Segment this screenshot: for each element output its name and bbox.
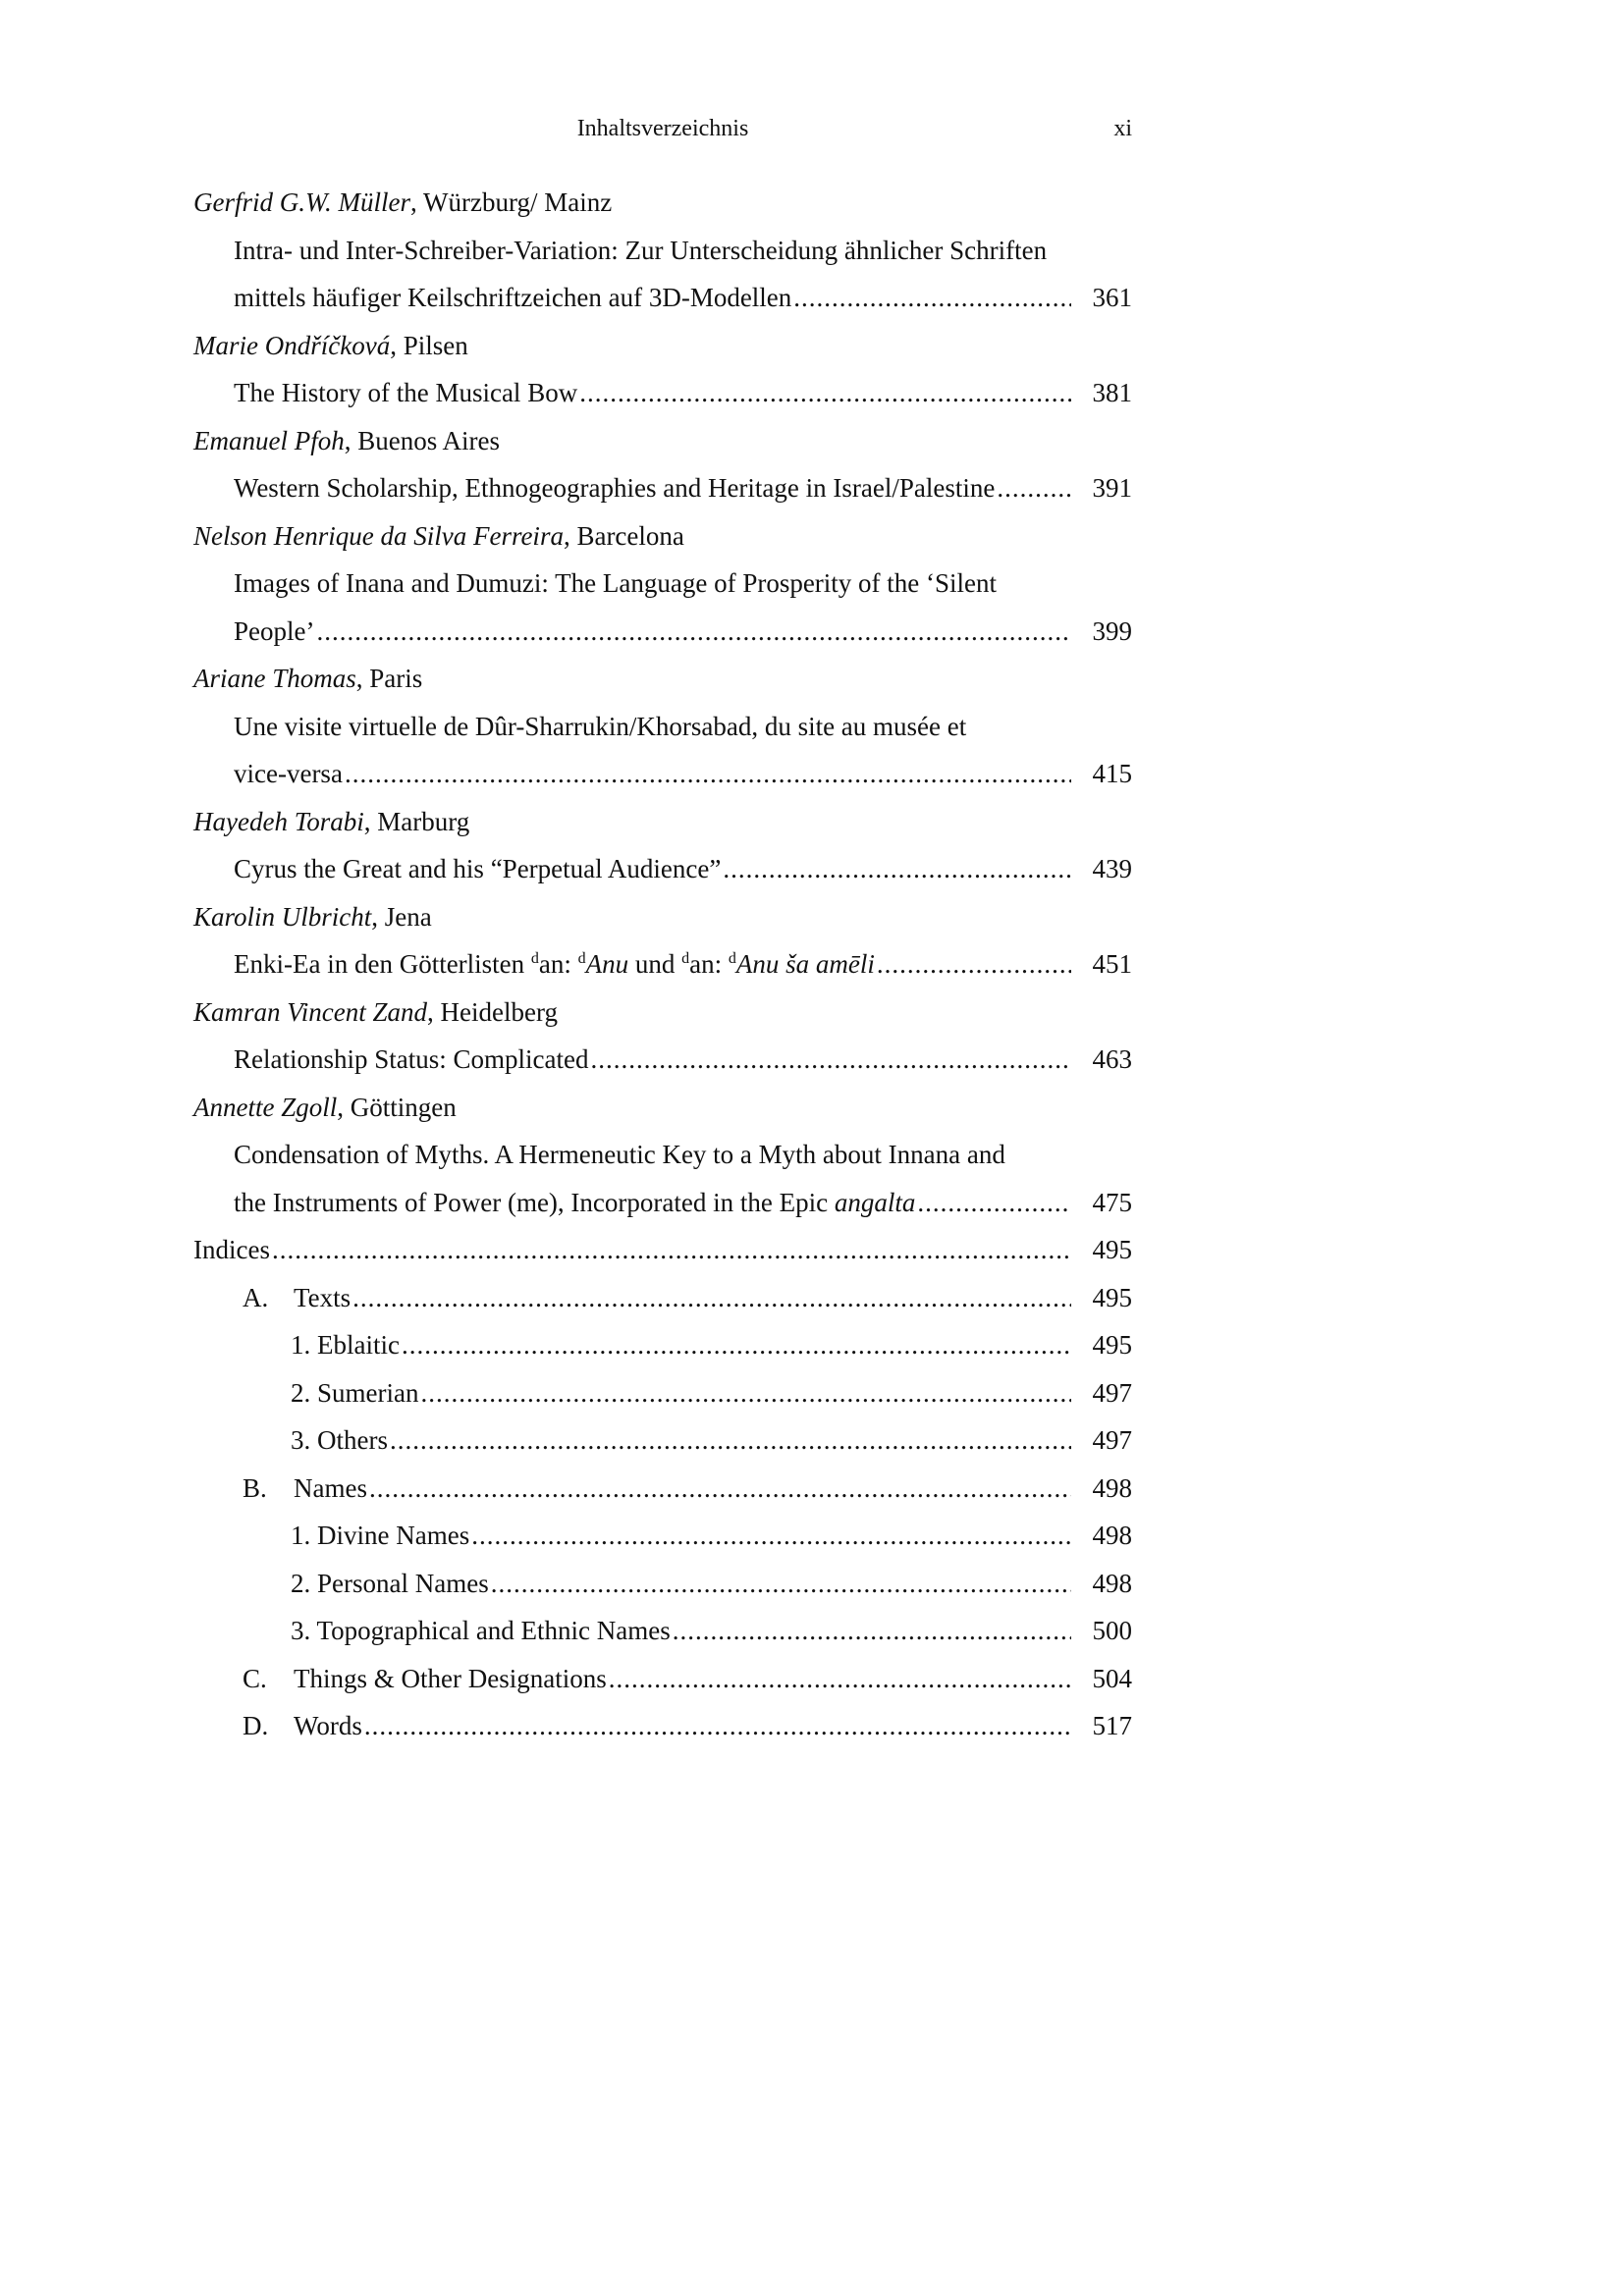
entry-page-number: 399 <box>1092 615 1132 646</box>
dot-leader <box>316 608 1071 656</box>
item-label: Personal Names <box>317 1568 489 1598</box>
dot-leader <box>369 1465 1071 1513</box>
toc-title-line <box>193 1131 1132 1179</box>
entry-page-number: 439 <box>1092 854 1132 883</box>
author-place: , Jena <box>371 901 432 932</box>
entry-title-text: The History of the Musical Bow <box>234 378 578 407</box>
title-part: an: <box>689 949 729 979</box>
entry-title-text: mittels häufiger Keilschriftzeichen auf 3D-Modellen <box>234 283 792 312</box>
toc-title-line <box>193 227 1132 275</box>
entry-title-text <box>243 1702 362 1750</box>
item-number: 2. <box>291 1568 311 1598</box>
running-title: Inhaltsverzeichnis <box>576 116 749 141</box>
entry-title-text: Images of Inana and Dumuzi: The Language of Prosperity of the ‘Silent <box>234 568 998 598</box>
toc-author-line <box>193 512 1132 561</box>
entry-title-text <box>243 1274 351 1322</box>
toc-entry[interactable] <box>193 1179 1132 1227</box>
section-label: Names <box>294 1472 367 1503</box>
determinative: d <box>530 950 539 967</box>
section-label: Words <box>294 1711 362 1740</box>
entry-title-text: Une visite virtuelle de Dûr-Sharrukin/Khorsabad, du site au musée et <box>234 711 967 741</box>
toc-entry-index-item[interactable] <box>193 1607 1132 1655</box>
toc-entry-index-item[interactable] <box>193 1560 1132 1608</box>
entry-page-number: 495 <box>1092 1235 1132 1264</box>
entry-page-number: 497 <box>1092 1425 1132 1455</box>
dot-leader <box>917 1179 1071 1227</box>
entry-title-text: People’ <box>234 615 315 646</box>
entry-page-number: 463 <box>1092 1044 1132 1074</box>
entry-title-text <box>291 1512 469 1560</box>
title-part: Enki-Ea in den Götterlisten <box>234 949 531 979</box>
dot-leader <box>420 1369 1071 1417</box>
toc-entry[interactable] <box>193 940 1132 988</box>
toc-entry-index-section[interactable] <box>193 1274 1132 1322</box>
entry-title-text: Relationship Status: Complicated <box>234 1044 589 1074</box>
item-label: Others <box>317 1425 388 1455</box>
item-number: 3. <box>291 1616 311 1645</box>
entry-page-number: 415 <box>1092 759 1132 788</box>
determinative: d <box>681 950 690 967</box>
section-letter: B. <box>243 1472 267 1503</box>
toc-entry-index-item[interactable] <box>193 1416 1132 1465</box>
toc-author-line <box>193 988 1132 1037</box>
dot-leader <box>272 1226 1071 1274</box>
dot-leader <box>579 369 1071 417</box>
toc-entry[interactable] <box>193 274 1132 322</box>
toc-author-line <box>193 417 1132 465</box>
toc-author-line <box>193 322 1132 370</box>
dot-leader <box>997 464 1071 512</box>
dot-leader <box>352 1274 1071 1322</box>
entry-page-number: 498 <box>1092 1521 1132 1550</box>
author-place: , Pilsen <box>390 330 468 360</box>
entry-title-text <box>243 1465 367 1513</box>
entry-title-text: vice-versa <box>234 759 343 788</box>
entry-page-number: 451 <box>1092 949 1132 979</box>
toc-entry-index-section[interactable] <box>193 1702 1132 1750</box>
entry-page-number: 495 <box>1092 1330 1132 1360</box>
entry-page-number: 475 <box>1092 1187 1132 1217</box>
section-letter: A. <box>243 1282 269 1312</box>
dot-leader <box>390 1416 1071 1465</box>
entry-title-text: Condensation of Myths. A Hermeneutic Key to a Myth about Innana and <box>234 1140 1005 1169</box>
author-name: Gerfrid G.W. Müller <box>193 187 410 217</box>
toc-entry-index-item[interactable] <box>193 1369 1132 1417</box>
toc-title-line <box>193 560 1132 608</box>
dot-leader <box>345 750 1071 798</box>
toc-author-line <box>193 798 1132 846</box>
author-name: Marie Ondříčková <box>193 330 391 360</box>
item-label: Topographical and Ethnic Names <box>316 1616 671 1645</box>
entry-title-text <box>291 1416 388 1465</box>
toc-title-line <box>193 703 1132 751</box>
item-label: Eblaitic <box>317 1330 400 1360</box>
author-place: , Barcelona <box>563 520 684 551</box>
determinative: d <box>728 950 736 967</box>
author-place: , Buenos Aires <box>344 425 500 455</box>
dot-leader <box>402 1321 1071 1369</box>
entry-title-text <box>234 940 875 988</box>
author-name: Annette Zgoll <box>193 1092 338 1122</box>
entry-title-text <box>291 1560 489 1608</box>
determinative: d <box>577 950 586 967</box>
entry-page-number: 391 <box>1092 473 1132 503</box>
author-place: , Marburg <box>363 806 470 836</box>
item-number: 1. <box>291 1521 311 1550</box>
author-name: Hayedeh Torabi <box>193 806 364 836</box>
entry-page-number: 504 <box>1092 1663 1132 1693</box>
author-name: Ariane Thomas <box>193 664 356 693</box>
entry-title-text <box>291 1321 400 1369</box>
entry-page-number: 498 <box>1092 1472 1132 1503</box>
author-name: Nelson Henrique da Silva Ferreira <box>193 520 564 551</box>
item-label: Divine Names <box>317 1521 470 1550</box>
toc-entry-index-section[interactable] <box>193 1465 1132 1513</box>
section-letter: D. <box>243 1711 269 1740</box>
entry-page-number: 495 <box>1092 1282 1132 1312</box>
author-place: , Paris <box>355 664 423 693</box>
page-number: xi <box>1113 116 1132 141</box>
entry-title-text <box>234 1179 915 1227</box>
title-italic: Anu ša amēli <box>735 949 875 979</box>
author-name: Karolin Ulbricht <box>193 901 372 932</box>
entry-page-number: 517 <box>1092 1711 1132 1740</box>
author-place: , Würzburg/ Mainz <box>410 187 613 217</box>
author-place: , Göttingen <box>337 1092 457 1122</box>
author-name: Emanuel Pfoh <box>193 425 345 455</box>
entry-page-number: 381 <box>1092 378 1132 407</box>
toc-entry-index-section[interactable] <box>193 1655 1132 1703</box>
dot-leader <box>471 1512 1071 1560</box>
section-label: Things & Other Designations <box>294 1663 607 1693</box>
toc-entry[interactable] <box>193 464 1132 512</box>
section-letter: C. <box>243 1663 267 1693</box>
dot-leader <box>723 845 1071 893</box>
item-number: 3. <box>291 1425 311 1455</box>
entry-title-text: Intra- und Inter-Schreiber-Variation: Zur Unterscheidung ähnlicher Schriften <box>234 235 1048 265</box>
toc-author-line <box>193 179 1132 227</box>
title-part: the Instruments of Power (me), Incorporated in the Epic <box>234 1187 835 1217</box>
toc-entry[interactable] <box>193 1036 1132 1084</box>
entry-page-number: 497 <box>1092 1377 1132 1408</box>
entry-title-text <box>291 1607 671 1655</box>
dot-leader <box>590 1036 1071 1084</box>
toc-author-line <box>193 655 1132 703</box>
item-number: 2. <box>291 1377 311 1408</box>
toc-entry-index-item[interactable] <box>193 1321 1132 1369</box>
dot-leader <box>609 1655 1071 1703</box>
toc-entry-indices[interactable] <box>193 1226 1132 1274</box>
dot-leader <box>491 1560 1071 1608</box>
toc-author-line <box>193 893 1132 941</box>
entry-title-text: Indices <box>193 1235 270 1264</box>
item-label: Sumerian <box>317 1377 419 1408</box>
page-header <box>193 116 1132 155</box>
item-number: 1. <box>291 1330 311 1360</box>
title-part: an: <box>538 949 578 979</box>
toc-entry-index-item[interactable] <box>193 1512 1132 1560</box>
toc-entry[interactable] <box>193 369 1132 417</box>
entry-title-text <box>291 1369 418 1417</box>
author-name: Kamran Vincent Zand <box>193 996 427 1027</box>
dot-leader <box>793 274 1071 322</box>
toc-entry[interactable] <box>193 608 1132 656</box>
entry-title-text <box>243 1655 607 1703</box>
table-of-contents <box>193 179 1132 1750</box>
entry-title-text: Western Scholarship, Ethnogeographies and Heritage in Israel/Palestine <box>234 473 996 503</box>
dot-leader <box>673 1607 1071 1655</box>
toc-entry[interactable] <box>193 750 1132 798</box>
entry-page-number: 361 <box>1092 283 1132 312</box>
entry-page-number: 498 <box>1092 1568 1132 1598</box>
title-part: und <box>628 949 682 979</box>
title-italic: Anu <box>585 949 629 979</box>
toc-entry[interactable] <box>193 845 1132 893</box>
toc-author-line <box>193 1084 1132 1132</box>
entry-title-text: Cyrus the Great and his “Perpetual Audience” <box>234 854 722 883</box>
dot-leader <box>364 1702 1071 1750</box>
dot-leader <box>877 940 1071 988</box>
section-label: Texts <box>294 1282 352 1312</box>
entry-page-number: 500 <box>1092 1616 1132 1645</box>
title-italic: angalta <box>834 1187 916 1217</box>
author-place: , Heidelberg <box>427 996 558 1027</box>
